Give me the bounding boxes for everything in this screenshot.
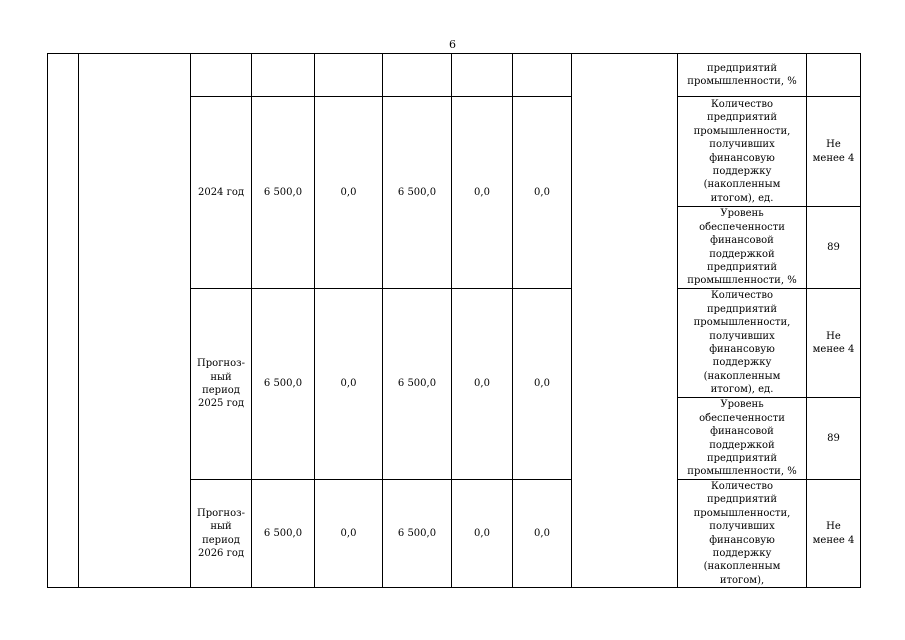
regional-budget-cell <box>383 54 452 97</box>
indicator-target: Не менее 4 <box>807 97 861 207</box>
extrabudget-cell <box>513 54 572 97</box>
local-budget-value: 0,0 <box>452 480 513 588</box>
indicator-target: Не менее 4 <box>807 480 861 588</box>
regional-budget-value: 6 500,0 <box>383 480 452 588</box>
indicator-name: Количество предприятий промышленности, получивших финансовую поддержку (накопленным итогом), <box>678 480 807 588</box>
local-budget-cell <box>452 54 513 97</box>
indicator-name: Количество предприятий промышленности, получивших финансовую поддержку (накопленным итогом), ед. <box>678 289 807 398</box>
total-cell <box>252 54 315 97</box>
indicator-name: Уровень обеспеченности финансовой поддержкой предприятий промышленности, % <box>678 207 807 289</box>
responsible-cell <box>572 54 678 588</box>
regional-budget-value: 6 500,0 <box>383 97 452 289</box>
page-number: 6 <box>449 38 456 51</box>
indicator-target: 89 <box>807 398 861 480</box>
funding-table <box>47 53 861 588</box>
local-budget-value: 0,0 <box>452 289 513 480</box>
period-label: Прогноз-ный период 2026 год <box>191 480 252 588</box>
number-cell <box>48 54 79 588</box>
federal-budget-value: 0,0 <box>315 289 383 480</box>
indicator-name: Количество предприятий промышленности, получивших финансовую поддержку (накопленным итогом), ед. <box>678 97 807 207</box>
total-value: 6 500,0 <box>252 480 315 588</box>
extrabudget-value: 0,0 <box>513 480 572 588</box>
period-label: Прогноз-ный период 2025 год <box>191 289 252 480</box>
table-row-continuation <box>48 54 861 97</box>
regional-budget-value: 6 500,0 <box>383 289 452 480</box>
federal-budget-cell <box>315 54 383 97</box>
indicator-name-cell: предприятий промышленности, % <box>678 54 807 97</box>
extrabudget-value: 0,0 <box>513 289 572 480</box>
event-name-cell <box>79 54 191 588</box>
federal-budget-value: 0,0 <box>315 480 383 588</box>
total-value: 6 500,0 <box>252 97 315 289</box>
indicator-target: 89 <box>807 207 861 289</box>
indicator-name: Уровень обеспеченности финансовой поддержкой предприятий промышленности, % <box>678 398 807 480</box>
federal-budget-value: 0,0 <box>315 97 383 289</box>
indicator-target-cell <box>807 54 861 97</box>
local-budget-value: 0,0 <box>452 97 513 289</box>
total-value: 6 500,0 <box>252 289 315 480</box>
period-cell <box>191 54 252 97</box>
extrabudget-value: 0,0 <box>513 97 572 289</box>
indicator-target: Не менее 4 <box>807 289 861 398</box>
period-label: 2024 год <box>191 97 252 289</box>
